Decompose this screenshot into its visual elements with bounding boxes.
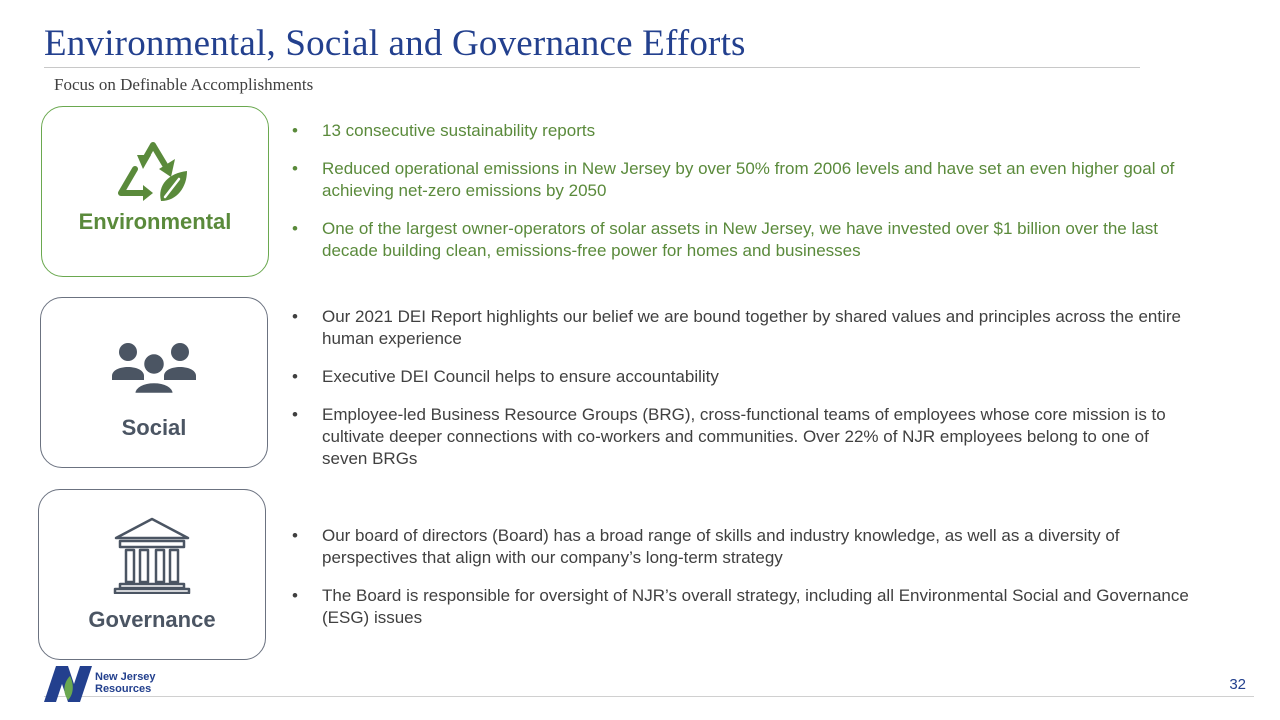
page-title: Environmental, Social and Governance Efforts xyxy=(44,23,746,64)
title-divider xyxy=(44,67,1140,68)
institution-building-icon xyxy=(112,516,192,594)
list-item: • Executive DEI Council helps to ensure accountability xyxy=(288,366,1198,388)
governance-card xyxy=(38,489,266,660)
list-item: • Employee-led Business Resource Groups (BRG), cross-functional teams of employees whose core mission is to cultivate deeper connections with co-workers and communities. Over 22% of NJR employees belong to one of seven BRGs xyxy=(288,404,1198,470)
footer-divider xyxy=(44,696,1254,697)
list-item: • Our 2021 DEI Report highlights our belief we are bound together by shared values and principles across the entire human experience xyxy=(288,306,1198,350)
list-item: • 13 consecutive sustainability reports xyxy=(288,120,1198,142)
people-group-icon xyxy=(112,340,196,396)
list-item: • One of the largest owner-operators of solar assets in New Jersey, we have invested over $1 billion over the last decade building clean, emissions-free power for homes and businesses xyxy=(288,218,1198,262)
environmental-card xyxy=(41,106,269,277)
social-card xyxy=(40,297,268,468)
logo-text: New Jersey Resources xyxy=(95,671,156,695)
social-label: Social xyxy=(121,415,187,440)
governance-label: Governance xyxy=(88,607,216,632)
list-item: • The Board is responsible for oversight of NJR’s overall strategy, including all Environmental Social and Governance (ESG) issues xyxy=(288,585,1198,629)
social-bullets xyxy=(288,306,1198,486)
page-subtitle: Focus on Definable Accomplishments xyxy=(54,75,314,94)
recycle-leaf-icon xyxy=(115,129,195,209)
list-item: • Reduced operational emissions in New Jersey by over 50% from 2006 levels and have set an even higher goal of achieving net-zero emissions by 2050 xyxy=(288,158,1198,202)
page-number: 32 xyxy=(1229,676,1246,693)
environmental-label: Environmental xyxy=(78,209,232,234)
environmental-bullets xyxy=(288,120,1198,278)
governance-bullets xyxy=(288,525,1198,645)
list-item: • Our board of directors (Board) has a broad range of skills and industry knowledge, as well as a diversity of perspectives that align with our company’s long-term strategy xyxy=(288,525,1198,569)
njr-logo-mark-icon xyxy=(44,664,94,702)
